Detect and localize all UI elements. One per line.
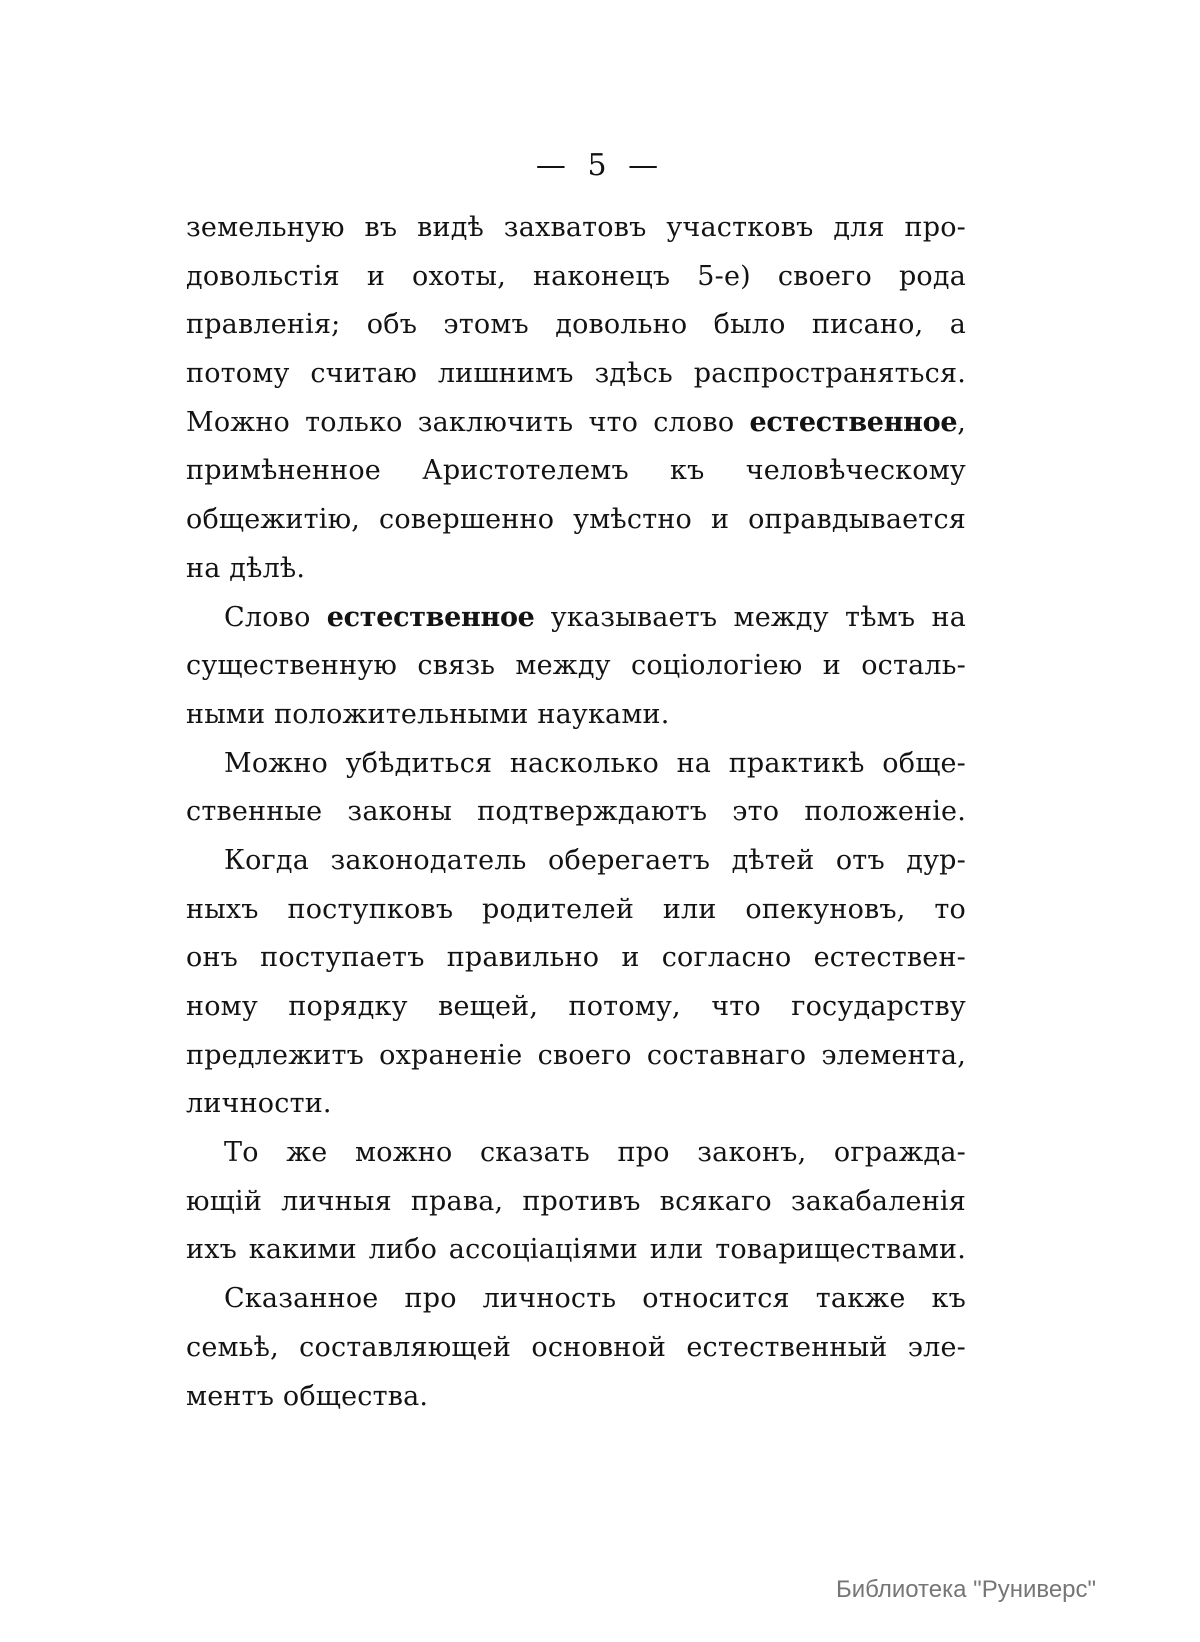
library-watermark: Библиотека "Руниверс" [836, 1576, 1097, 1603]
text-line: ственные законы подтверждаютъ это положеніе. [186, 796, 966, 828]
text-line: То же можно сказать про законъ, огражда- [224, 1137, 966, 1169]
emphasized-word: естественное [749, 406, 958, 438]
text-line: ихъ какими либо ассоціаціями или товариществами. [186, 1234, 966, 1266]
text-line: ными положительными науками. [186, 698, 670, 730]
text-line: существенную связь между соціологіею и осталь- [186, 650, 966, 682]
text-line: ментъ общества. [186, 1380, 429, 1412]
text-line: Слово естественное указываетъ между тѣмъ на [224, 601, 966, 633]
text-line: ному порядку вещей, потому, что государству [186, 991, 966, 1022]
text-line: личности. [186, 1088, 332, 1120]
text-line: примѣненное Аристотелемъ къ человѣческому [186, 455, 966, 487]
text-line: общежитію, совершенно умѣстно и оправдывается [186, 504, 966, 536]
text-line: предлежитъ охраненіе своего составнаго элемента, [186, 1039, 966, 1071]
text-line: ющій личныя права, противъ всякаго закабаленія [186, 1185, 966, 1217]
text-line: потому считаю лишнимъ здѣсь распространяться. [186, 358, 966, 390]
text-line: правленія; объ этомъ довольно было писано, а [186, 309, 966, 341]
text-line: семьѣ, составляющей основной естественный эле- [186, 1331, 966, 1363]
page-number-header: — 5 — [535, 148, 665, 183]
text-line: Когда законодатель оберегаетъ дѣтей отъ дур- [224, 844, 966, 876]
text-line: онъ поступаетъ правильно и согласно естествен- [186, 942, 966, 974]
text-line: земельную въ видѣ захватовъ участковъ для про- [186, 212, 966, 243]
emphasized-word: естественное [326, 601, 535, 633]
text-line: довольстія и охоты, наконецъ 5-е) своего рода [186, 260, 966, 292]
text-line: Можно только заключить что слово естественное, [186, 406, 966, 438]
text-block [186, 204, 966, 1421]
text-line: ныхъ поступковъ родителей или опекуновъ, то [186, 893, 966, 925]
text-line: на дѣлѣ. [186, 552, 306, 584]
text-line: Сказанное про личность относится также къ [224, 1283, 966, 1315]
text-line: Можно убѣдиться насколько на практикѣ обще- [224, 747, 966, 779]
